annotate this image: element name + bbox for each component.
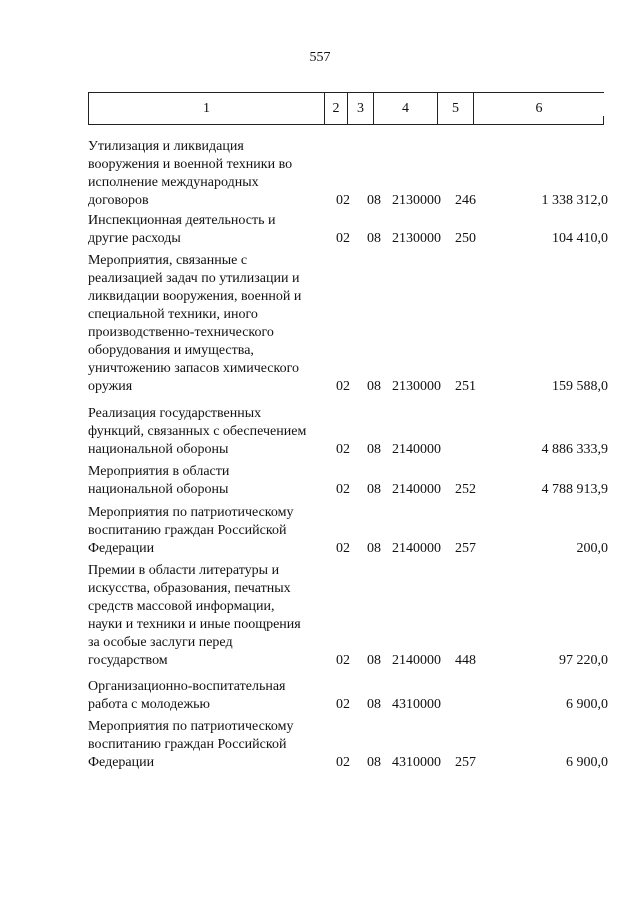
- row-name-line: искусства, образования, печатных: [88, 581, 291, 596]
- row-name: [88, 562, 328, 670]
- table-row: [0, 463, 640, 499]
- row-name-line: вооружения и военной техники во: [88, 157, 293, 172]
- row-name-line: Утилизация и ликвидация: [88, 139, 244, 154]
- row-name: [88, 405, 328, 459]
- row-name-line: Федерации: [88, 541, 155, 556]
- row-section: 02: [336, 541, 350, 556]
- row-name-line: Организационно-воспитательная: [88, 679, 286, 694]
- row-name-line: функций, связанных с обеспечением: [88, 424, 307, 439]
- row-target-item: 2140000: [392, 442, 441, 457]
- row-name-line: воспитанию граждан Российской: [88, 523, 287, 538]
- header-col-1: 1: [89, 93, 325, 124]
- row-amount: 97 220,0: [559, 653, 608, 668]
- row-expense-type: 448: [455, 653, 476, 668]
- row-name-line: ликвидации вооружения, военной и: [88, 289, 302, 304]
- row-subsection: 08: [367, 755, 381, 770]
- header-col-5: 5: [438, 93, 474, 124]
- row-section: 02: [336, 482, 350, 497]
- row-target-item: 2130000: [392, 231, 441, 246]
- row-subsection: 08: [367, 193, 381, 208]
- row-name-line: национальной обороны: [88, 442, 229, 457]
- row-name-line: специальной техники, иного: [88, 307, 258, 322]
- row-amount: 4 886 333,9: [541, 442, 608, 457]
- row-name: [88, 678, 328, 714]
- row-section: 02: [336, 193, 350, 208]
- row-section: 02: [336, 442, 350, 457]
- row-name-line: другие расходы: [88, 231, 181, 246]
- row-subsection: 08: [367, 482, 381, 497]
- row-name-line: Мероприятия по патриотическому: [88, 505, 294, 520]
- row-expense-type: 250: [455, 231, 476, 246]
- row-section: 02: [336, 653, 350, 668]
- header-col-4: 4: [374, 93, 438, 124]
- header-col-2: 2: [325, 93, 348, 124]
- row-target-item: 2140000: [392, 653, 441, 668]
- row-name-line: договоров: [88, 193, 149, 208]
- header-col-6: 6: [535, 100, 543, 116]
- row-amount: 6 900,0: [566, 697, 608, 712]
- row-name-line: воспитанию граждан Российской: [88, 737, 287, 752]
- table-header: [88, 92, 604, 125]
- row-name: [88, 718, 328, 772]
- row-target-item: 2140000: [392, 541, 441, 556]
- row-name: [88, 138, 328, 210]
- table-row: [0, 718, 640, 772]
- row-name: [88, 463, 328, 499]
- row-target-item: 2130000: [392, 193, 441, 208]
- row-subsection: 08: [367, 379, 381, 394]
- row-section: 02: [336, 697, 350, 712]
- row-subsection: 08: [367, 541, 381, 556]
- row-subsection: 08: [367, 442, 381, 457]
- row-name-line: национальной обороны: [88, 482, 229, 497]
- header-end-tick: [603, 116, 604, 124]
- row-amount: 6 900,0: [566, 755, 608, 770]
- row-expense-type: 257: [455, 541, 476, 556]
- row-name-line: оборудования и имущества,: [88, 343, 254, 358]
- row-name-line: за особые заслуги перед: [88, 635, 233, 650]
- row-target-item: 2140000: [392, 482, 441, 497]
- row-expense-type: 246: [455, 193, 476, 208]
- table-row: [0, 504, 640, 558]
- row-name-line: реализацией задач по утилизации и: [88, 271, 300, 286]
- row-name-line: уничтожению запасов химического: [88, 361, 299, 376]
- row-name-line: государством: [88, 653, 168, 668]
- row-target-item: 4310000: [392, 697, 441, 712]
- row-section: 02: [336, 231, 350, 246]
- row-subsection: 08: [367, 231, 381, 246]
- table-row: [0, 138, 640, 210]
- row-name-line: исполнение международных: [88, 175, 259, 190]
- page-number: 557: [309, 50, 331, 65]
- table-row: [0, 678, 640, 714]
- row-subsection: 08: [367, 697, 381, 712]
- table-row: [0, 405, 640, 459]
- row-name-line: Мероприятия, связанные с: [88, 253, 248, 268]
- table-row: [0, 252, 640, 396]
- row-amount: 4 788 913,9: [541, 482, 608, 497]
- table-row: [0, 562, 640, 670]
- row-section: 02: [336, 379, 350, 394]
- row-name-line: Реализация государственных: [88, 406, 262, 421]
- row-name-line: Мероприятия в области: [88, 464, 230, 479]
- row-name-line: науки и техники и иные поощрения: [88, 617, 301, 632]
- row-name: [88, 212, 328, 248]
- row-name-line: Инспекционная деятельность и: [88, 213, 276, 228]
- row-name-line: работа с молодежью: [88, 697, 210, 712]
- row-subsection: 08: [367, 653, 381, 668]
- row-name-line: средств массовой информации,: [88, 599, 275, 614]
- row-target-item: 2130000: [392, 379, 441, 394]
- row-expense-type: 251: [455, 379, 476, 394]
- row-name-line: оружия: [88, 379, 133, 394]
- row-amount: 104 410,0: [552, 231, 608, 246]
- row-name-line: Мероприятия по патриотическому: [88, 719, 294, 734]
- row-section: 02: [336, 755, 350, 770]
- row-expense-type: 257: [455, 755, 476, 770]
- row-amount: 200,0: [576, 541, 608, 556]
- table-row: [0, 212, 640, 248]
- row-amount: 1 338 312,0: [541, 193, 608, 208]
- row-name: [88, 504, 328, 558]
- row-name-line: производственно-технического: [88, 325, 274, 340]
- row-name-line: Федерации: [88, 755, 155, 770]
- row-name-line: Премии в области литературы и: [88, 563, 280, 578]
- row-target-item: 4310000: [392, 755, 441, 770]
- header-col-3: 3: [348, 93, 374, 124]
- row-amount: 159 588,0: [552, 379, 608, 394]
- row-expense-type: 252: [455, 482, 476, 497]
- row-name: [88, 252, 328, 396]
